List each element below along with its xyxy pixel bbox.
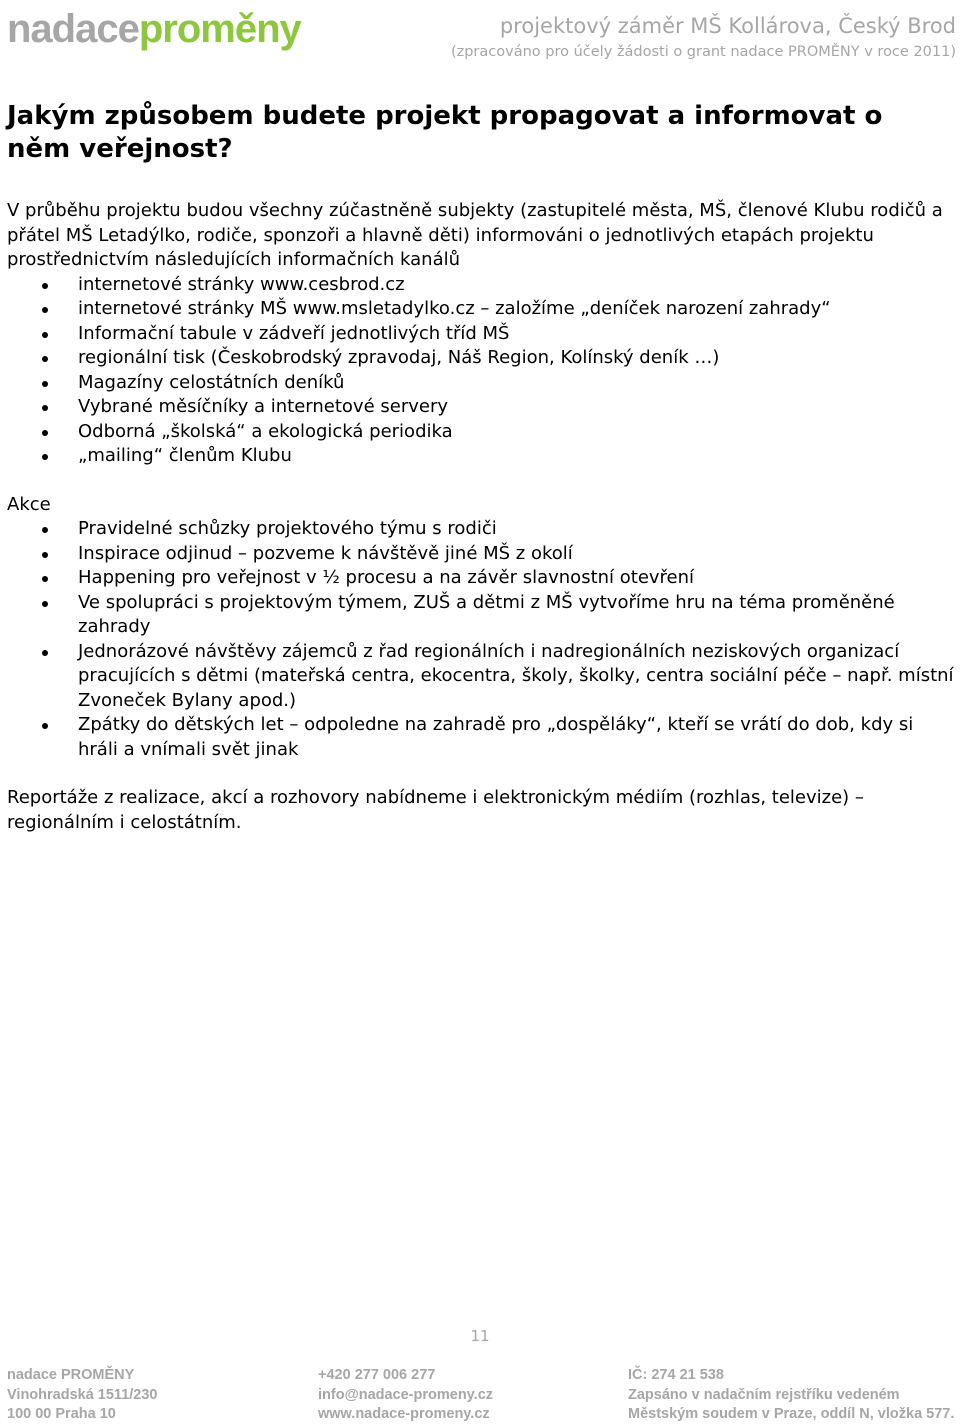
footer-line: nadace PROMĚNY [7, 1367, 135, 1383]
logo-part-nadace: nadace [7, 7, 139, 51]
bullet-icon [42, 405, 48, 411]
akce-label: Akce [7, 493, 51, 515]
list-item: Zpátky do dětských let – odpoledne na zahradě pro „dospěláky“, kteří se vrátí do dob, kdy si hráli a vnímali svět jinak [7, 713, 957, 762]
bullet-icon [42, 332, 48, 338]
list-item: Informační tabule v zádveří jednotlivých tříd MŠ [7, 322, 957, 347]
footer-email: info@nadace-promeny.cz [318, 1386, 494, 1403]
list-item: internetové stránky MŠ www.msletadylko.cz – založíme „deníček narození zahrady“ [7, 297, 957, 322]
footer-line: Městským soudem v Praze, oddíl N, vložka 577. [628, 1406, 955, 1422]
bullet-icon [42, 576, 48, 582]
channels-list [7, 273, 957, 469]
bullet-icon [42, 650, 48, 656]
list-item: Jednorázové návštěvy zájemců z řad regionálních i nadregionálních neziskových organizací pracujících s dětmi (mateřská centra, ekocentra, školy, školky, centra sociální péče – např. místní Zvoneček Bylany apod.) [7, 640, 957, 714]
list-item: Inspirace odjinud – pozveme k návštěvě jiné MŠ z okolí [7, 542, 957, 567]
bullet-icon [42, 601, 48, 607]
footer-website: www.nadace-promeny.cz [318, 1406, 490, 1422]
section-heading: Jakým způsobem budete projekt propagovat a informovat o něm veřejnost? [7, 101, 883, 164]
footer-line: Vinohradská 1511/230 [7, 1386, 158, 1403]
header-subtitle: (zpracováno pro účely žádosti o grant nadace PROMĚNY v roce 2011) [450, 44, 956, 60]
akce-list [7, 517, 957, 762]
document-body [7, 100, 957, 835]
reportaze-paragraph: Reportáže z realizace, akcí a rozhovory nabídneme i elektronickým médiím (rozhlas, televize) – regionálním i celostátním. [7, 787, 864, 833]
bullet-icon [42, 723, 48, 729]
bullet-icon [42, 552, 48, 558]
nadace-promeny-logo [7, 6, 301, 52]
bullet-icon [42, 454, 48, 460]
bullet-icon [42, 430, 48, 436]
footer-phone: +420 277 006 277 [318, 1367, 436, 1383]
bullet-icon [42, 381, 48, 387]
page-footer [0, 1366, 960, 1424]
list-item: „mailing“ členům Klubu [7, 444, 957, 469]
footer-line: Zapsáno v nadačním rejstříku vedeném [628, 1386, 900, 1403]
bullet-icon [42, 527, 48, 533]
list-item: Magazíny celostátních deníků [7, 371, 957, 396]
list-item: Ve spolupráci s projektovým týmem, ZUŠ a dětmi z MŠ vytvoříme hru na téma proměněné zahrady [7, 591, 957, 640]
bullet-icon [42, 356, 48, 362]
list-item: regionální tisk (Českobrodský zpravodaj, Náš Region, Kolínský deník …) [7, 346, 957, 371]
footer-address [7, 1366, 157, 1425]
list-item: Pravidelné schůzky projektového týmu s rodiči [7, 517, 957, 542]
page-number: 11 [470, 1327, 490, 1345]
list-item: Odborná „školská“ a ekologická periodika [7, 420, 957, 445]
list-item: internetové stránky www.cesbrod.cz [7, 273, 957, 298]
bullet-icon [42, 307, 48, 313]
intro-paragraph: V průběhu projektu budou všechny zúčastněně subjekty (zastupitelé města, MŠ, členové Klubu rodičů a přátel MŠ Letadýlko, rodiče, sponzoři a hlavně děti) informováni o jednotlivých etapách projektu prostřednictvím následujících informačních kanálů [7, 200, 943, 270]
list-item: Happening pro veřejnost v ½ procesu a na závěr slavnostní otevření [7, 566, 957, 591]
footer-registration [628, 1366, 954, 1425]
header-title: projektový záměr MŠ Kollárova, Český Brod [499, 14, 956, 38]
logo-part-promeny: proměny [138, 7, 301, 51]
bullet-icon [42, 283, 48, 289]
footer-line: 100 00 Praha 10 [7, 1406, 116, 1422]
footer-line: IČ: 274 21 538 [628, 1367, 724, 1383]
list-item: Vybrané měsíčníky a internetové servery [7, 395, 957, 420]
footer-contact [318, 1366, 493, 1425]
